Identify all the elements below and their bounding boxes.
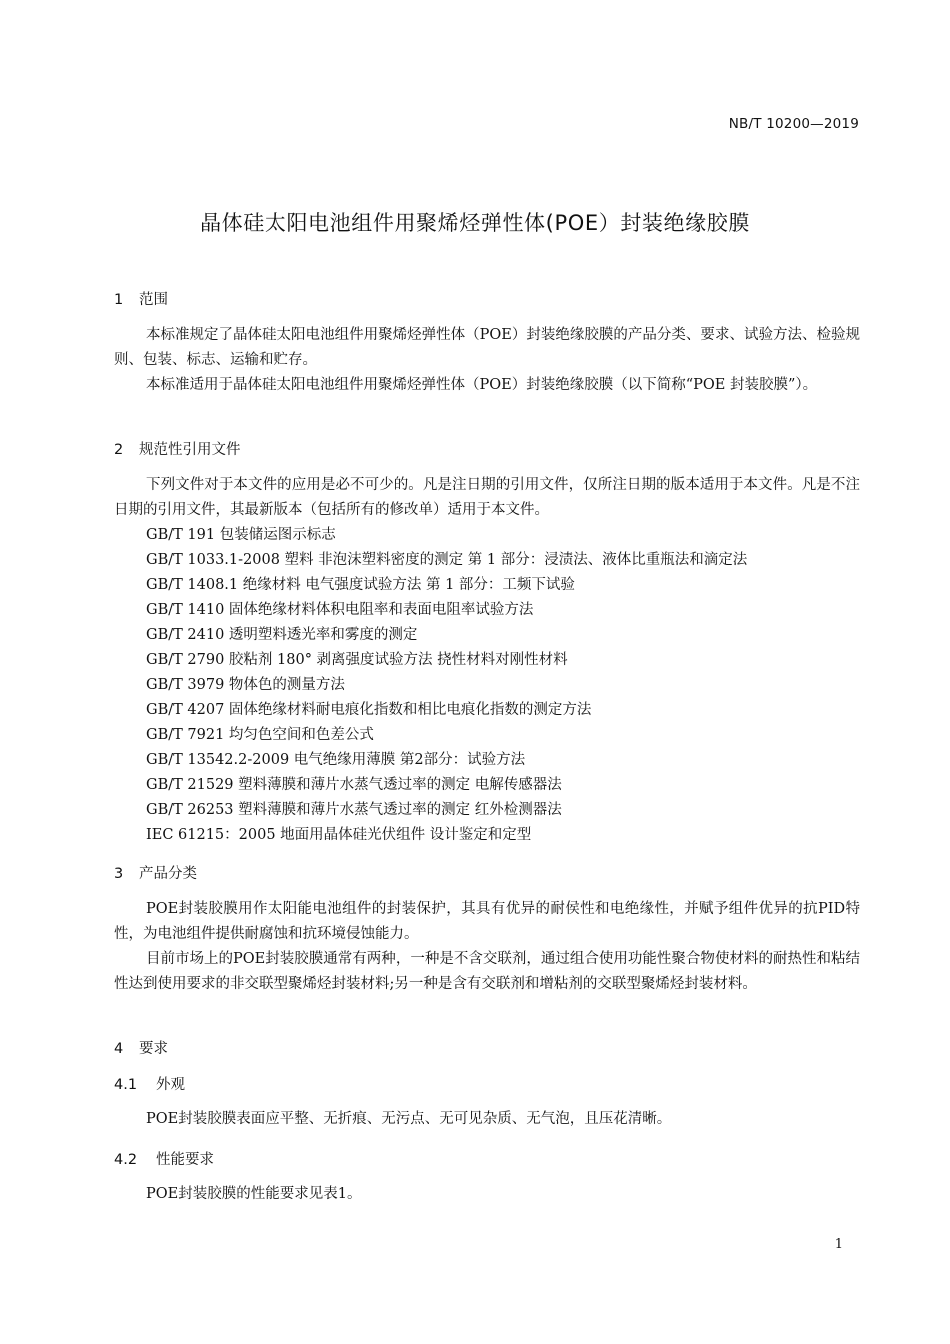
- subsection-4-1-heading: [114, 1073, 185, 1094]
- reference-item: GB/T 1033.1-2008 塑料 非泡沫塑料密度的测定 第 1 部分：浸渍法、液体比重瓶法和滴定法: [146, 552, 748, 568]
- section-title: 要求: [139, 1041, 168, 1057]
- subsection-title: 性能要求: [156, 1152, 214, 1168]
- subsection-number: 4.1: [114, 1077, 138, 1093]
- reference-item: GB/T 26253 塑料薄膜和薄片水蒸气透过率的测定 红外检测器法: [146, 802, 562, 818]
- subsection-number: 4.2: [114, 1152, 138, 1168]
- subsection-4-2-heading: [114, 1148, 214, 1169]
- document-title: 晶体硅太阳电池组件用聚烯烃弹性体(POE）封装绝缘胶膜: [200, 211, 750, 235]
- section-1-paragraph-1: 本标准规定了晶体硅太阳电池组件用聚烯烃弹性体（POE）封装绝缘胶膜的产品分类、要求、试验方法、检验规则、包装、标志、运输和贮存。: [114, 327, 860, 368]
- section-number: 4: [114, 1041, 124, 1057]
- reference-item: GB/T 7921 均匀色空间和色差公式: [146, 727, 374, 743]
- section-number: 2: [114, 442, 124, 458]
- section-number: 1: [114, 292, 124, 308]
- section-2-intro: 下列文件对于本文件的应用是必不可少的。凡是注日期的引用文件，仅所注日期的版本适用于本文件。凡是不注日期的引用文件，其最新版本（包括所有的修改单）适用于本文件。: [114, 477, 860, 518]
- section-title: 产品分类: [139, 866, 197, 882]
- reference-item: GB/T 4207 固体绝缘材料耐电痕化指数和相比电痕化指数的测定方法: [146, 702, 592, 718]
- standard-code: NB/T 10200—2019: [728, 116, 859, 132]
- reference-item: GB/T 13542.2-2009 电气绝缘用薄膜 第2部分：试验方法: [146, 752, 526, 768]
- section-2-heading: [114, 438, 241, 459]
- subsection-title: 外观: [156, 1077, 185, 1093]
- section-title: 范围: [139, 292, 168, 308]
- subsection-4-1-text: POE封装胶膜表面应平整、无折痕、无污点、无可见杂质、无气泡，且压花清晰。: [146, 1111, 672, 1127]
- section-3-paragraph-1: POE封装胶膜用作太阳能电池组件的封装保护，其具有优异的耐侯性和电绝缘性，并赋予组件优异的抗PID特性，为电池组件提供耐腐蚀和抗环境侵蚀能力。: [114, 901, 860, 942]
- reference-item: GB/T 2790 胶粘剂 180° 剥离强度试验方法 挠性材料对刚性材料: [146, 652, 568, 668]
- section-title: 规范性引用文件: [139, 442, 241, 458]
- reference-item: GB/T 2410 透明塑料透光率和雾度的测定: [146, 627, 418, 643]
- reference-item: GB/T 191 包装储运图示标志: [146, 527, 336, 543]
- section-number: 3: [114, 866, 124, 882]
- reference-item: GB/T 1410 固体绝缘材料体积电阻率和表面电阻率试验方法: [146, 602, 534, 618]
- section-1-heading: [114, 288, 168, 309]
- subsection-4-2-text: POE封装胶膜的性能要求见表1。: [146, 1186, 362, 1202]
- page-number: 1: [834, 1237, 843, 1252]
- reference-item: GB/T 3979 物体色的测量方法: [146, 677, 345, 693]
- section-4-heading: [114, 1037, 168, 1058]
- reference-item: GB/T 1408.1 绝缘材料 电气强度试验方法 第 1 部分：工频下试验: [146, 577, 575, 593]
- reference-item: GB/T 21529 塑料薄膜和薄片水蒸气透过率的测定 电解传感器法: [146, 777, 562, 793]
- section-3-heading: [114, 862, 197, 883]
- section-1-paragraph-2: 本标准适用于晶体硅太阳电池组件用聚烯烃弹性体（POE）封装绝缘胶膜（以下简称“POE 封装胶膜”）。: [146, 377, 818, 393]
- section-3-paragraph-2: 目前市场上的POE封装胶膜通常有两种，一种是不含交联剂，通过组合使用功能性聚合物使材料的耐热性和粘结性达到使用要求的非交联型聚烯烃封装材料;另一种是含有交联剂和增粘剂的交联型聚烯烃封装材料。: [114, 951, 860, 992]
- reference-item: IEC 61215：2005 地面用晶体硅光伏组件 设计鉴定和定型: [146, 827, 532, 843]
